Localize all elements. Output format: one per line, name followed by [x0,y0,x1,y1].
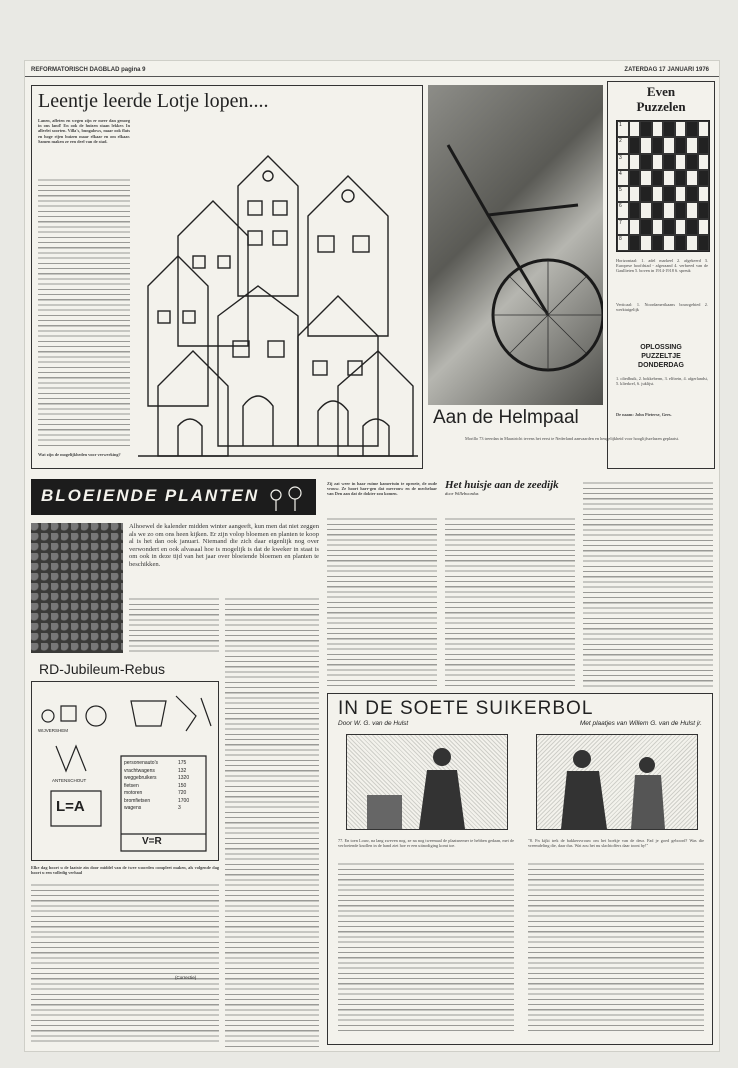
rebus-box [31,681,219,861]
bloeiende-col1 [129,597,219,655]
bicycle-photo [428,85,603,405]
rebus-table-values: 175 132 1320 150 720 1700 3 [178,760,190,811]
rebus-label-right: ANTENSCHOUT [52,778,87,783]
rebus-instruction: Elke dag hoort u de laatste zin door middel van de twee woorden compleet maken, als volgende dag hoort u een volledig verhaal [31,865,219,876]
header-right: ZATERDAG 17 JANUARI 1976 [624,67,709,73]
huisje-byline: door Willeboordus [445,491,479,496]
rebus-table: personenauto's vrachtwagens weggebruikers fietsen motoren bromfietsen wagens [124,760,159,811]
suikerbol-box [327,693,713,1045]
huisje-col3 [583,481,713,687]
solution-winner: De naam: John Pieterse, Gees. [616,412,672,417]
rebus-equation: L=A [56,798,85,815]
illustration-right [536,734,698,830]
suikerbol-caption-left: 77. En toen Louw, na lang zweven nog, ze na nog tweemaal de plaatsnemer te hebben gedaan, met de verfoeiende knollen in de hand ziet hoe er een uitnodiging komt toe. [338,838,514,849]
helmpaal-caption: Morillo 73 treerdan in Maastricht tevens het eerst te Nederland aanvaarden en heugelijkheid voor hooglijfszelazen geplaatst. [465,436,680,441]
huisje-heading [445,479,575,513]
plants-photo [31,523,123,653]
houses-drawing [138,146,418,464]
helmpaal-title: Aan de Helmpaal [433,407,579,428]
suikerbol-text-right [528,862,704,1032]
suikerbol-title: IN DE SOETE SUIKERBOL [338,698,594,719]
rebus-correction: (Correctie) [175,975,197,980]
bloeiende-banner-text: BLOEIENDE PLANTEN [41,486,260,505]
solution-title-line2: PUZZELTJE [641,353,681,360]
puzzle-title-line1: Even [646,84,676,99]
puzzle-box [607,81,715,469]
lotje-article [31,85,423,469]
bloeiende-intro: Alhoewel de kalender midden winter aangeeft, kun men dat niet zeggen als we zo om ons heen kijken. Er zijn volop bloemen en planten te koop al is het dan ook januari. Niemand die zich daar eigenlijk nog over verwondert en ook alvasaal hoe is mogelijk is dat de kweker in staat is om ook in deze tijd van het jaar over bloeiende bloemen en planten te beschikken. [129,523,319,568]
huisje-opening: Zij zat weer in haar ruime kamertuin te oproeie, de oude vrouw. Ze hoort harr-gen dat mevrouw en de mechelaar van Den aan dat de dokter zou komen. [327,481,437,497]
lotje-lead: Lanen, afleten en wegen zijn er meer dan genoeg in ons land! En ook de huizen staan lekker. In allerlei soorten. Villa's, bungalows, maar ook flats en hoge rijen huizen maar elkaar en om elkaar. Samen maken ze een deel van de stad. [38,118,130,144]
newspaper-page [24,60,720,1052]
lotje-title: Leentje leerde Lotje lopen.... [38,90,269,112]
solution-title-line3: DONDERDAG [638,362,684,369]
puzzle-title-line2: Puzzelen [636,99,686,114]
lotje-body-text [38,178,130,448]
suikerbol-author: Door W. G. van de Hulst [338,720,409,727]
header-left: REFORMATORISCH DAGBLAD pagina 9 [31,67,146,73]
puzzle-vertical: Verticaal: 1. Noordamerikaans bouwgebied 2. werktuigelijk [616,302,708,313]
huisje-col2 [445,517,575,687]
flower-icon [261,483,311,511]
solution-title-line1: OPLOSSING [640,344,682,351]
rebus-formula: V=R [142,836,162,847]
rebus-list [31,883,219,1043]
puzzle-horizontal: Horizontaal: 1. adel markeel 2. afgekeerd 3. Europese hoofdstad - afgeraand 4. verbreed van de Gaullieten 5. boven in 1914-1918 6. spreuk [616,258,708,274]
illustration-left [346,734,508,830]
huisje-title: Het huisje aan de zeedijk [445,479,559,491]
crossword-grid: 1 2 3 4 5 6 7 8 [616,120,710,252]
suikerbol-caption-right: "8. Fn kijkt trek de bakkersvrouw om het boekje van de deur. Fad je goed geboord? Was die vreemdeling die, daar dus. Wat zou het nu slachtoffers daar toont hy!" [528,838,704,849]
lotje-question: Wat zijn de mogelijkheden voor verwerking? [38,452,121,457]
rebus-title: RD-Jubileum-Rebus [39,661,166,677]
suikerbol-illustrator: Met plaatjes van Willem G. van de Hulst jr. [579,720,702,727]
huisje-col1 [327,517,437,687]
suikerbol-text-left [338,862,514,1032]
bloeiende-col2 [225,597,319,1047]
bloeiende-banner [31,479,316,515]
header-rule [25,76,719,77]
solution-text: 1. oliedbuik, 2. bokkeberm, 3. elftrein, 4. afgerlandsi, 5. klierkrel, 6. juklijst. [616,376,708,387]
rebus-label-left: WIJVERSHEM [38,728,69,733]
